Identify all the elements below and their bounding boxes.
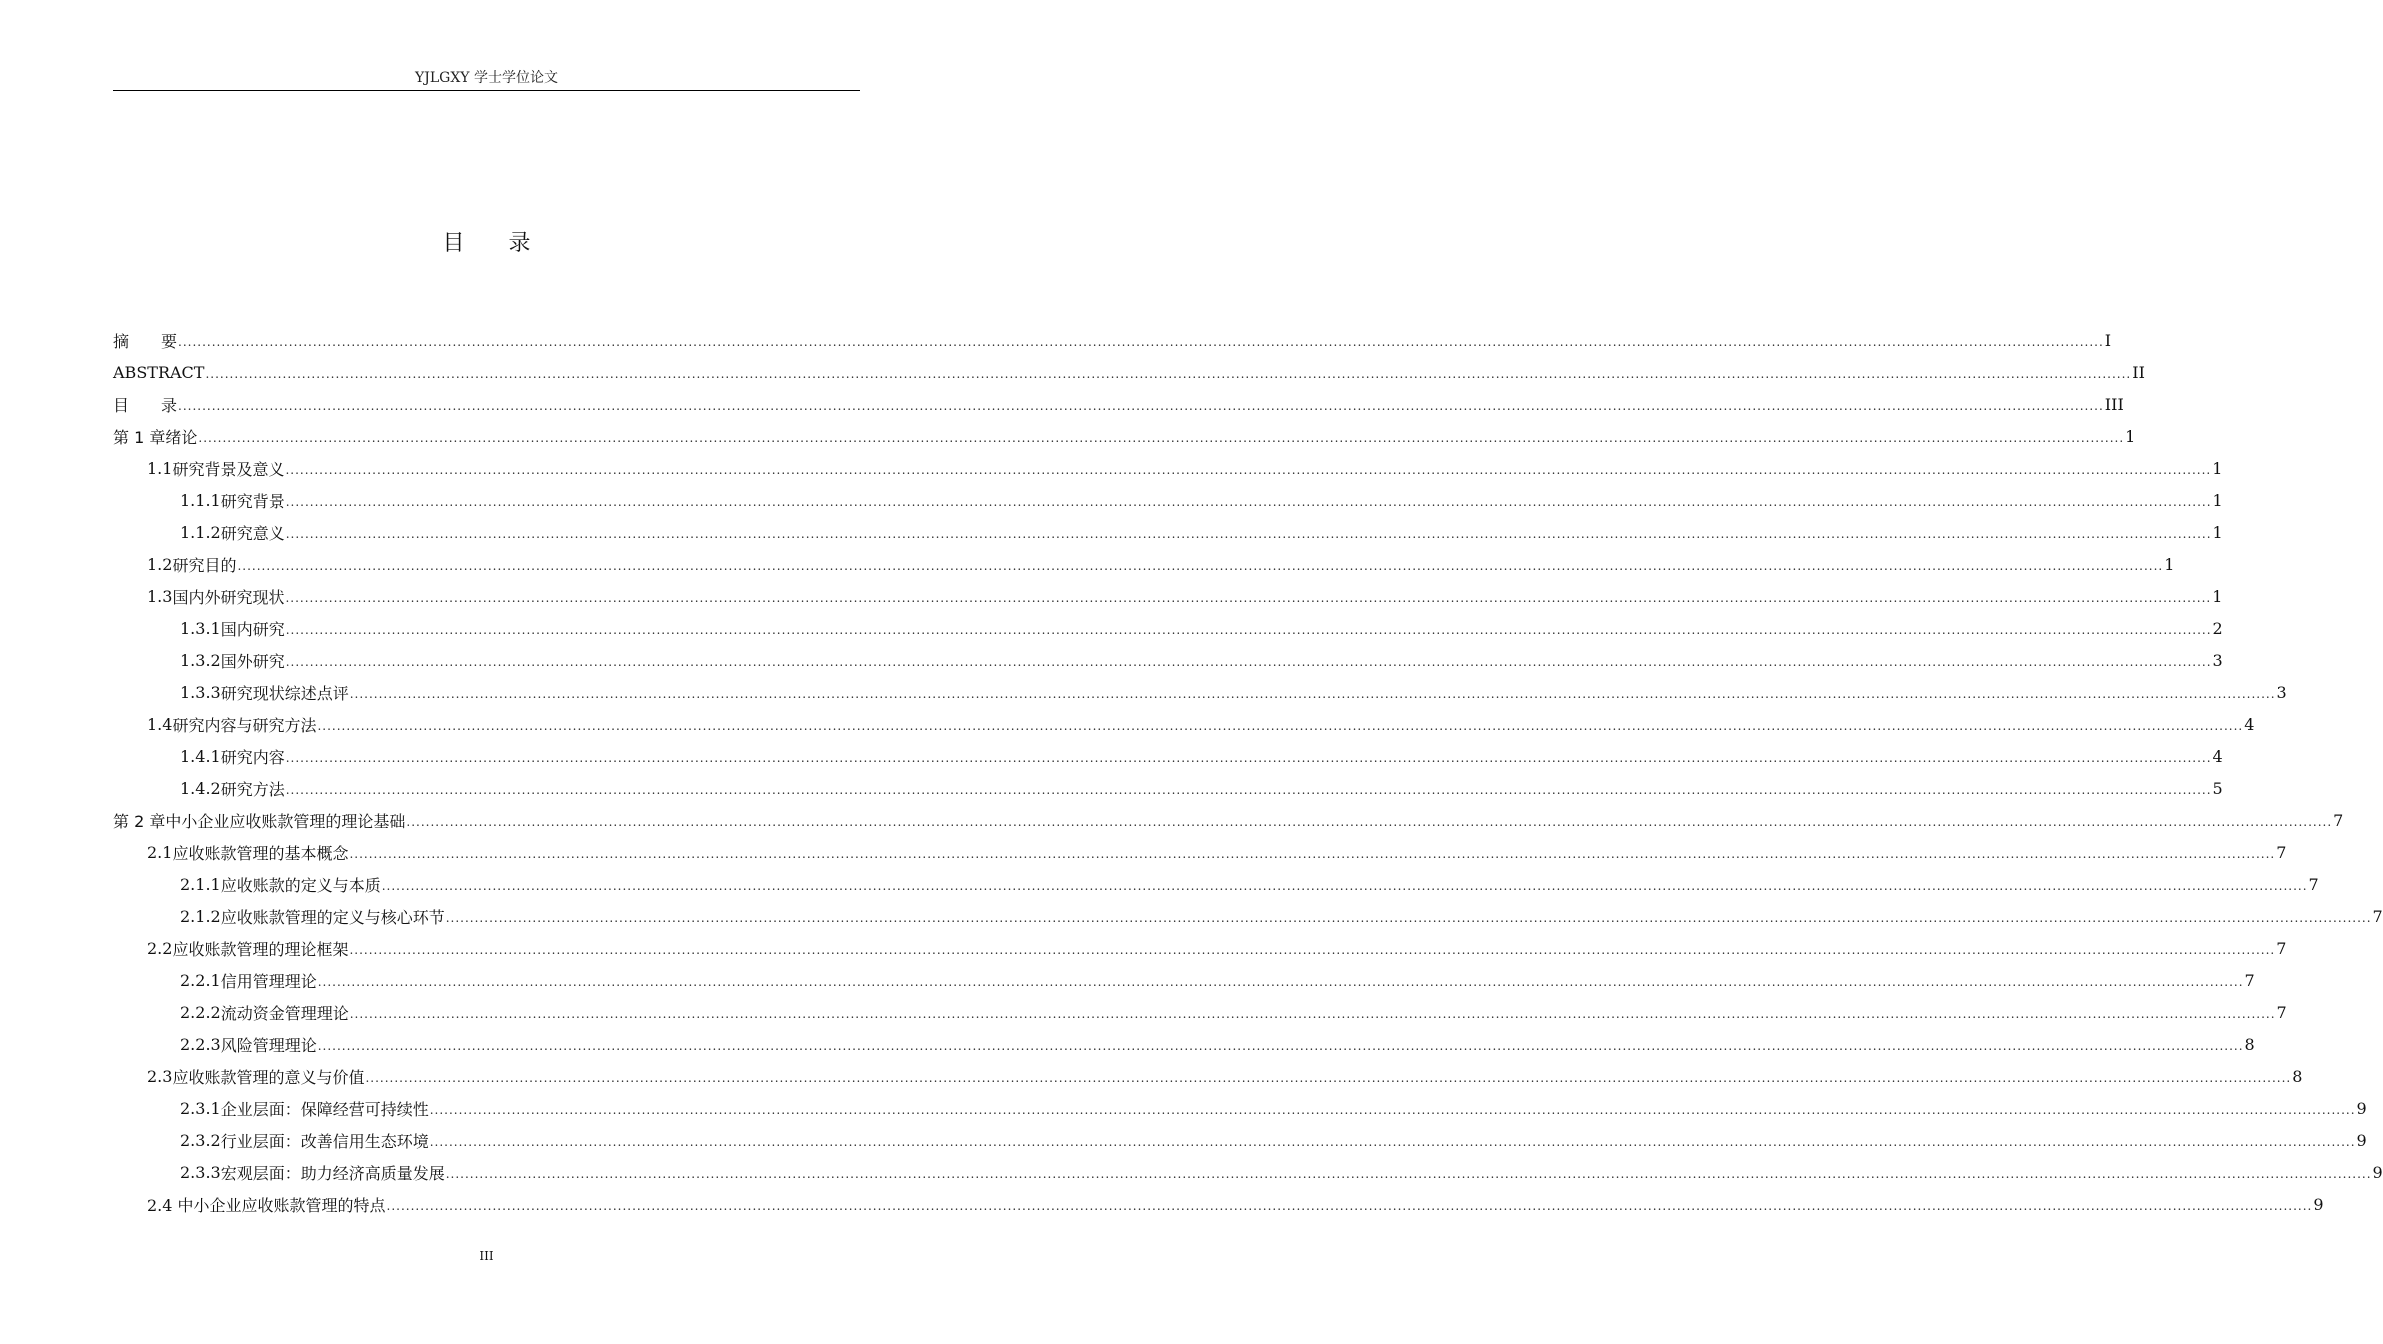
toc-dot-leader: ................................................................................................................................................................................................................................................................................................................................................................................................................ xyxy=(429,1135,2356,1149)
toc-dot-leader: ................................................................................................................................................................................................................................................................................................................................................................................................................ xyxy=(349,847,2276,861)
toc-entry[interactable] xyxy=(113,1188,2324,1220)
toc-entry-page: I xyxy=(2104,330,2112,350)
toc-entry-page: 7 xyxy=(2276,1002,2287,1022)
toc-entry-number: 1.1.2 xyxy=(180,522,221,542)
toc-entry[interactable] xyxy=(113,1156,2383,1188)
toc-entry-page: 2 xyxy=(2212,618,2223,638)
toc-entry-title: 研究内容 xyxy=(220,747,285,767)
toc-entry-number: 2.2 xyxy=(147,938,173,958)
toc-dot-leader: ................................................................................................................................................................................................................................................................................................................................................................................................................ xyxy=(285,463,2212,477)
toc-entry[interactable] xyxy=(113,740,2223,772)
toc-dot-leader: ................................................................................................................................................................................................................................................................................................................................................................................................................ xyxy=(381,879,2308,893)
toc-dot-leader: ................................................................................................................................................................................................................................................................................................................................................................................................................ xyxy=(178,399,2104,413)
toc-entry-number: 2.1.1 xyxy=(180,874,221,894)
toc-entry-title: 研究背景及意义 xyxy=(172,459,285,479)
toc-entry[interactable] xyxy=(113,644,2223,676)
toc-dot-leader: ................................................................................................................................................................................................................................................................................................................................................................................................................ xyxy=(178,335,2104,349)
toc-entry-number: 2.3.3 xyxy=(180,1162,221,1182)
toc-entry-title: 目 录 xyxy=(113,395,178,415)
toc-dot-leader: ................................................................................................................................................................................................................................................................................................................................................................................................................ xyxy=(317,719,2244,733)
toc-entry[interactable] xyxy=(113,708,2255,740)
toc-dot-leader: ................................................................................................................................................................................................................................................................................................................................................................................................................ xyxy=(285,623,2212,637)
toc-entry[interactable] xyxy=(113,452,2223,484)
toc-entry[interactable] xyxy=(113,324,2112,356)
toc-entry[interactable] xyxy=(113,388,2124,420)
toc-entry-title: 研究背景 xyxy=(220,491,285,511)
toc-entry-number: 1.4 xyxy=(147,714,173,734)
toc-entry-number: 1.1 xyxy=(147,458,173,478)
toc-entry-page: III xyxy=(2104,394,2124,414)
toc-entry-number: 1.2 xyxy=(147,554,173,574)
toc-entry-page: 3 xyxy=(2276,682,2287,702)
toc-entry-title: 应收账款的定义与本质 xyxy=(220,875,381,895)
toc-entry[interactable] xyxy=(113,548,2175,580)
header-rule xyxy=(113,90,860,91)
toc-title-part1: 目 xyxy=(442,231,465,256)
toc-entry-number: 1.3.2 xyxy=(180,650,221,670)
toc-entry-title: 信用管理理论 xyxy=(220,971,317,991)
toc-entry[interactable] xyxy=(113,836,2287,868)
toc-entry[interactable] xyxy=(113,964,2255,996)
toc-dot-leader: ................................................................................................................................................................................................................................................................................................................................................................................................................ xyxy=(317,975,2244,989)
toc-entry-number: 2.1 xyxy=(147,842,173,862)
toc-entry-title: 行业层面：改善信用生态环境 xyxy=(220,1131,429,1151)
toc-entry-title: 研究现状综述点评 xyxy=(220,683,349,703)
toc-dot-leader: ................................................................................................................................................................................................................................................................................................................................................................................................................ xyxy=(237,559,2164,573)
toc-entry-page: 5 xyxy=(2212,778,2223,798)
toc-entry-title: 应收账款管理的定义与核心环节 xyxy=(220,907,445,927)
toc-entry[interactable] xyxy=(113,612,2223,644)
toc-entry-page: 4 xyxy=(2244,714,2255,734)
toc-entry[interactable] xyxy=(113,868,2319,900)
toc-entry-page: 1 xyxy=(2212,490,2223,510)
toc-dot-leader: ................................................................................................................................................................................................................................................................................................................................................................................................................ xyxy=(386,1199,2313,1213)
toc-dot-leader: ................................................................................................................................................................................................................................................................................................................................................................................................................ xyxy=(205,367,2132,381)
toc-entry-number: 1.4.2 xyxy=(180,778,221,798)
toc-entry-page: 7 xyxy=(2244,970,2255,990)
toc-entry-number: 2.2.3 xyxy=(180,1034,221,1054)
toc-entry-page: 9 xyxy=(2356,1130,2367,1150)
toc-entry[interactable] xyxy=(113,1124,2367,1156)
toc-entry[interactable] xyxy=(113,772,2223,804)
toc-entry[interactable] xyxy=(113,516,2223,548)
toc-entry-number: 1.4.1 xyxy=(180,746,221,766)
toc-entry-page: 1 xyxy=(2125,426,2136,446)
toc-entry[interactable] xyxy=(113,932,2287,964)
toc-dot-leader: ................................................................................................................................................................................................................................................................................................................................................................................................................ xyxy=(285,591,2212,605)
toc-entry-number: 1.1.1 xyxy=(180,490,221,510)
toc-dot-leader: ................................................................................................................................................................................................................................................................................................................................................................................................................ xyxy=(349,1007,2276,1021)
toc-entry-title: 研究内容与研究方法 xyxy=(172,715,317,735)
toc-entry-title: 绪论 xyxy=(165,427,198,447)
toc-entry-title: 摘 要 xyxy=(113,331,178,351)
toc-entry-page: 7 xyxy=(2276,938,2287,958)
toc-entry-number: 1.3.1 xyxy=(180,618,221,638)
toc-dot-leader: ................................................................................................................................................................................................................................................................................................................................................................................................................ xyxy=(365,1071,2292,1085)
toc-entry[interactable] xyxy=(113,356,2145,388)
toc-entry[interactable] xyxy=(113,996,2287,1028)
toc-dot-leader: ................................................................................................................................................................................................................................................................................................................................................................................................................ xyxy=(285,527,2212,541)
toc-entry[interactable] xyxy=(113,1060,2303,1092)
toc-entry[interactable] xyxy=(113,900,2383,932)
toc-entry-page: 7 xyxy=(2276,842,2287,862)
toc-entry-title: 研究目的 xyxy=(172,555,237,575)
toc-dot-leader: ................................................................................................................................................................................................................................................................................................................................................................................................................ xyxy=(285,655,2212,669)
toc-entry[interactable] xyxy=(113,676,2287,708)
toc-title-part2: 录 xyxy=(508,231,531,256)
toc-dot-leader: ................................................................................................................................................................................................................................................................................................................................................................................................................ xyxy=(429,1103,2356,1117)
toc-entry-number: 2.3 xyxy=(147,1066,173,1086)
toc-dot-leader: ................................................................................................................................................................................................................................................................................................................................................................................................................ xyxy=(285,751,2212,765)
toc-entry-number: 2.2.2 xyxy=(180,1002,221,1022)
toc-entry-number: 第 1 章 xyxy=(113,427,166,447)
toc-title xyxy=(113,228,860,260)
toc-dot-leader: ................................................................................................................................................................................................................................................................................................................................................................................................................ xyxy=(445,911,2372,925)
toc-entry[interactable] xyxy=(113,420,2136,452)
toc-entry-page: 1 xyxy=(2164,554,2175,574)
toc-dot-leader: ................................................................................................................................................................................................................................................................................................................................................................................................................ xyxy=(406,815,2333,829)
toc-entry-page: II xyxy=(2132,362,2145,382)
toc-entry-page: 9 xyxy=(2372,1162,2383,1182)
toc-entry-title: 国内研究 xyxy=(220,619,285,639)
toc-entry[interactable] xyxy=(113,1092,2367,1124)
toc-entry-number: 第 2 章 xyxy=(113,811,166,831)
toc-entry[interactable] xyxy=(113,580,2223,612)
toc-entry[interactable] xyxy=(113,484,2223,516)
toc-entry-page: 7 xyxy=(2333,810,2344,830)
toc-entry-title: 应收账款管理的基本概念 xyxy=(172,843,349,863)
toc-dot-leader: ................................................................................................................................................................................................................................................................................................................................................................................................................ xyxy=(349,943,2276,957)
toc-dot-leader: ................................................................................................................................................................................................................................................................................................................................................................................................................ xyxy=(445,1167,2372,1181)
toc-dot-leader: ................................................................................................................................................................................................................................................................................................................................................................................................................ xyxy=(317,1039,2244,1053)
toc-entry-title: 中小企业应收账款管理的理论基础 xyxy=(165,811,406,831)
toc-dot-leader: ................................................................................................................................................................................................................................................................................................................................................................................................................ xyxy=(349,687,2276,701)
toc-entry-page: 8 xyxy=(2244,1034,2255,1054)
toc-entry-title: 研究意义 xyxy=(220,523,285,543)
toc-entry-number: 2.2.1 xyxy=(180,970,221,990)
toc-entry-page: 1 xyxy=(2212,522,2223,542)
toc-dot-leader: ................................................................................................................................................................................................................................................................................................................................................................................................................ xyxy=(198,431,2125,445)
toc-entry-title: 宏观层面：助力经济高质量发展 xyxy=(220,1163,445,1183)
toc-entry-number: 2.1.2 xyxy=(180,906,221,926)
table-of-contents xyxy=(113,324,2383,1220)
toc-dot-leader: ................................................................................................................................................................................................................................................................................................................................................................................................................ xyxy=(285,783,2212,797)
toc-entry-title: 企业层面：保障经营可持续性 xyxy=(220,1099,429,1119)
toc-entry-title: 国内外研究现状 xyxy=(172,587,285,607)
toc-entry-title: 国外研究 xyxy=(220,651,285,671)
toc-entry-page: 7 xyxy=(2308,874,2319,894)
toc-entry-number: 2.3.1 xyxy=(180,1098,221,1118)
toc-entry-page: 7 xyxy=(2372,906,2383,926)
toc-entry-page: 8 xyxy=(2292,1066,2303,1086)
toc-entry[interactable] xyxy=(113,804,2344,836)
toc-entry-title: 风险管理理论 xyxy=(220,1035,317,1055)
toc-entry-number: 1.3 xyxy=(147,586,173,606)
toc-entry[interactable] xyxy=(113,1028,2255,1060)
toc-entry-page: 4 xyxy=(2212,746,2223,766)
toc-dot-leader: ................................................................................................................................................................................................................................................................................................................................................................................................................ xyxy=(285,495,2212,509)
running-header: YJLGXY 学士学位论文 xyxy=(415,70,558,86)
toc-entry-page: 9 xyxy=(2356,1098,2367,1118)
toc-entry-title: 应收账款管理的意义与价值 xyxy=(172,1067,365,1087)
toc-entry-page: 3 xyxy=(2212,650,2223,670)
toc-entry-number: 1.3.3 xyxy=(180,682,221,702)
toc-entry-page: 9 xyxy=(2313,1194,2324,1214)
page-number: III xyxy=(479,1249,494,1263)
toc-entry-title: 流动资金管理理论 xyxy=(220,1003,349,1023)
toc-entry-page: 1 xyxy=(2212,586,2223,606)
toc-entry-title: 研究方法 xyxy=(220,779,285,799)
toc-entry-title: 应收账款管理的理论框架 xyxy=(172,939,349,959)
toc-entry-title: 2.4 中小企业应收账款管理的特点 xyxy=(147,1195,386,1215)
toc-entry-title: ABSTRACT xyxy=(113,362,205,382)
toc-entry-number: 2.3.2 xyxy=(180,1130,221,1150)
toc-entry-page: 1 xyxy=(2212,458,2223,478)
